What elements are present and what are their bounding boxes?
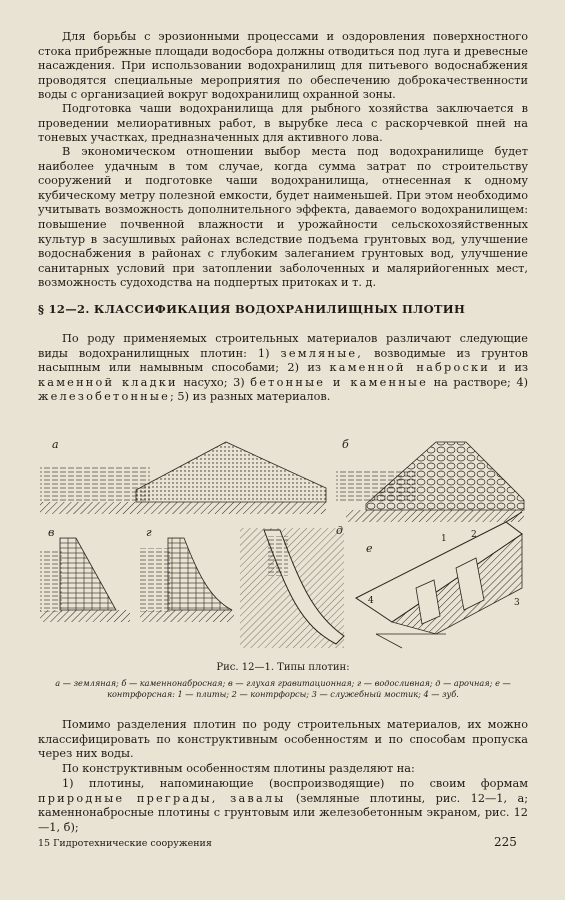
drawing-overflow-dam [140,538,234,622]
panel-label-g: г [146,526,152,539]
panel-label-e: е [366,542,373,555]
callout-2: 2 [471,530,477,540]
callout-1: 1 [441,534,447,544]
text-span: (земляные плотины, рис. 12—1, а; каменнонабросные плотины с грунтовым или железобетонным экраном, рис. 12—1, б); [38,791,529,834]
text-span: 1) плотины, напоминающие (воспроизводящие) по своим формам [62,777,528,790]
term-masonry: каменной кладки [38,375,178,389]
term-reinforced: железобетонные [38,390,170,404]
callout-4: 4 [368,596,374,606]
figure-legend: а — земляная; б — каменнонабросная; в — глухая гравитационная; г — водосливная; д — арочная; е — контрфорсная: 1 — плиты; 2 — контрфорсы; 3 — служебный мостик; 4 — зуб. [55,678,511,699]
paragraph-materials [38,332,528,405]
term-natural-barriers: природные преграды, завалы [38,791,286,805]
text-span: и из [498,361,529,375]
text-span: возводимые из грунтов насыпным или намывным способами; 2) из [38,346,528,375]
footer-signature: 15 Гидротехнические сооружения [38,838,212,849]
figure-drawings [36,438,526,653]
callout-3: 3 [514,598,520,608]
term-rockfill: каменной наброски [329,361,490,375]
text-span: По роду применяемых строительных материалов различают следующие виды водохранилищных плотин: 1) [38,332,528,360]
drawing-arch-dam [240,528,344,648]
drawing-buttress-dam [356,512,522,648]
figure-dam-types [36,438,526,653]
paragraph-erosion: Для борьбы с эрозионными процессами и оздоровления поверхностного стока прибрежные площади водосбора должны отводиться под луга и древесные насаждения. При использовании водохранилищ для питьевого водоснабжения проводятся специальные мероприятия по обеспечению доброкачественности воды с организацией вокруг водохранилищ охранной зоны. [38,30,528,102]
text-span: насухо; 3) [183,375,245,389]
paragraph-classification: Помимо разделения плотин по роду строительных материалов, их можно классифицировать по конструктивным особенностям и по способам пропуска через них воды. [38,718,528,761]
term-concrete: бетонные и каменные [250,375,429,389]
drawing-gravity-dam [40,538,130,622]
term-earth: земляные, [280,346,364,360]
page-number: 225 [494,835,517,849]
panel-label-d: д [336,524,343,537]
section-heading: § 12—2. КЛАССИФИКАЦИЯ ВОДОХРАНИЛИЩНЫХ ПЛОТИН [38,302,466,316]
figure-caption: Рис. 12—1. Типы плотин: [216,662,350,673]
drawing-earth-dam [40,442,326,514]
paragraph-design-features: По конструктивным особенностям плотины разделяют на: [62,762,415,775]
paragraph-fishery: Подготовка чаши водохранилища для рыбного хозяйства заключается в проведении мелиоративных работ, в вырубке леса с раскорчевкой пней на тоневых участках, предназначенных для активного лова. [38,102,528,145]
list-item-natural-barriers [38,777,528,835]
panel-label-b: б [342,438,349,451]
text-span: ; 5) из разных материалов. [169,390,331,404]
panel-label-v: в [48,526,55,539]
drawing-rockfill-dam [336,442,524,522]
paragraph-economics: В экономическом отношении выбор места под водохранилище будет наиболее удачным в том случае, когда сумма затрат по строительству сооружений и подготовке чаши водохранилища, отнесенная к одному кубическому метру полезной емкости, будет наименьшей. При этом необходимо учитывать возможность дополнительного эффекта, даваемого водохранилищем: повышение почвенной влажности и урожайности сельскохозяйственных культур в засушливых районах вследствие подъема грунтовых вод, улучшение водоснабжения в районах с глубоким залеганием грунтовых вод, улучшение санитарных условий при затоплении заболоченных и малярийогенных мест, возможность судоходства на подпертых притоках и т. д. [38,145,528,290]
panel-label-a: а [52,438,59,451]
text-span: на растворе; 4) [433,375,529,389]
